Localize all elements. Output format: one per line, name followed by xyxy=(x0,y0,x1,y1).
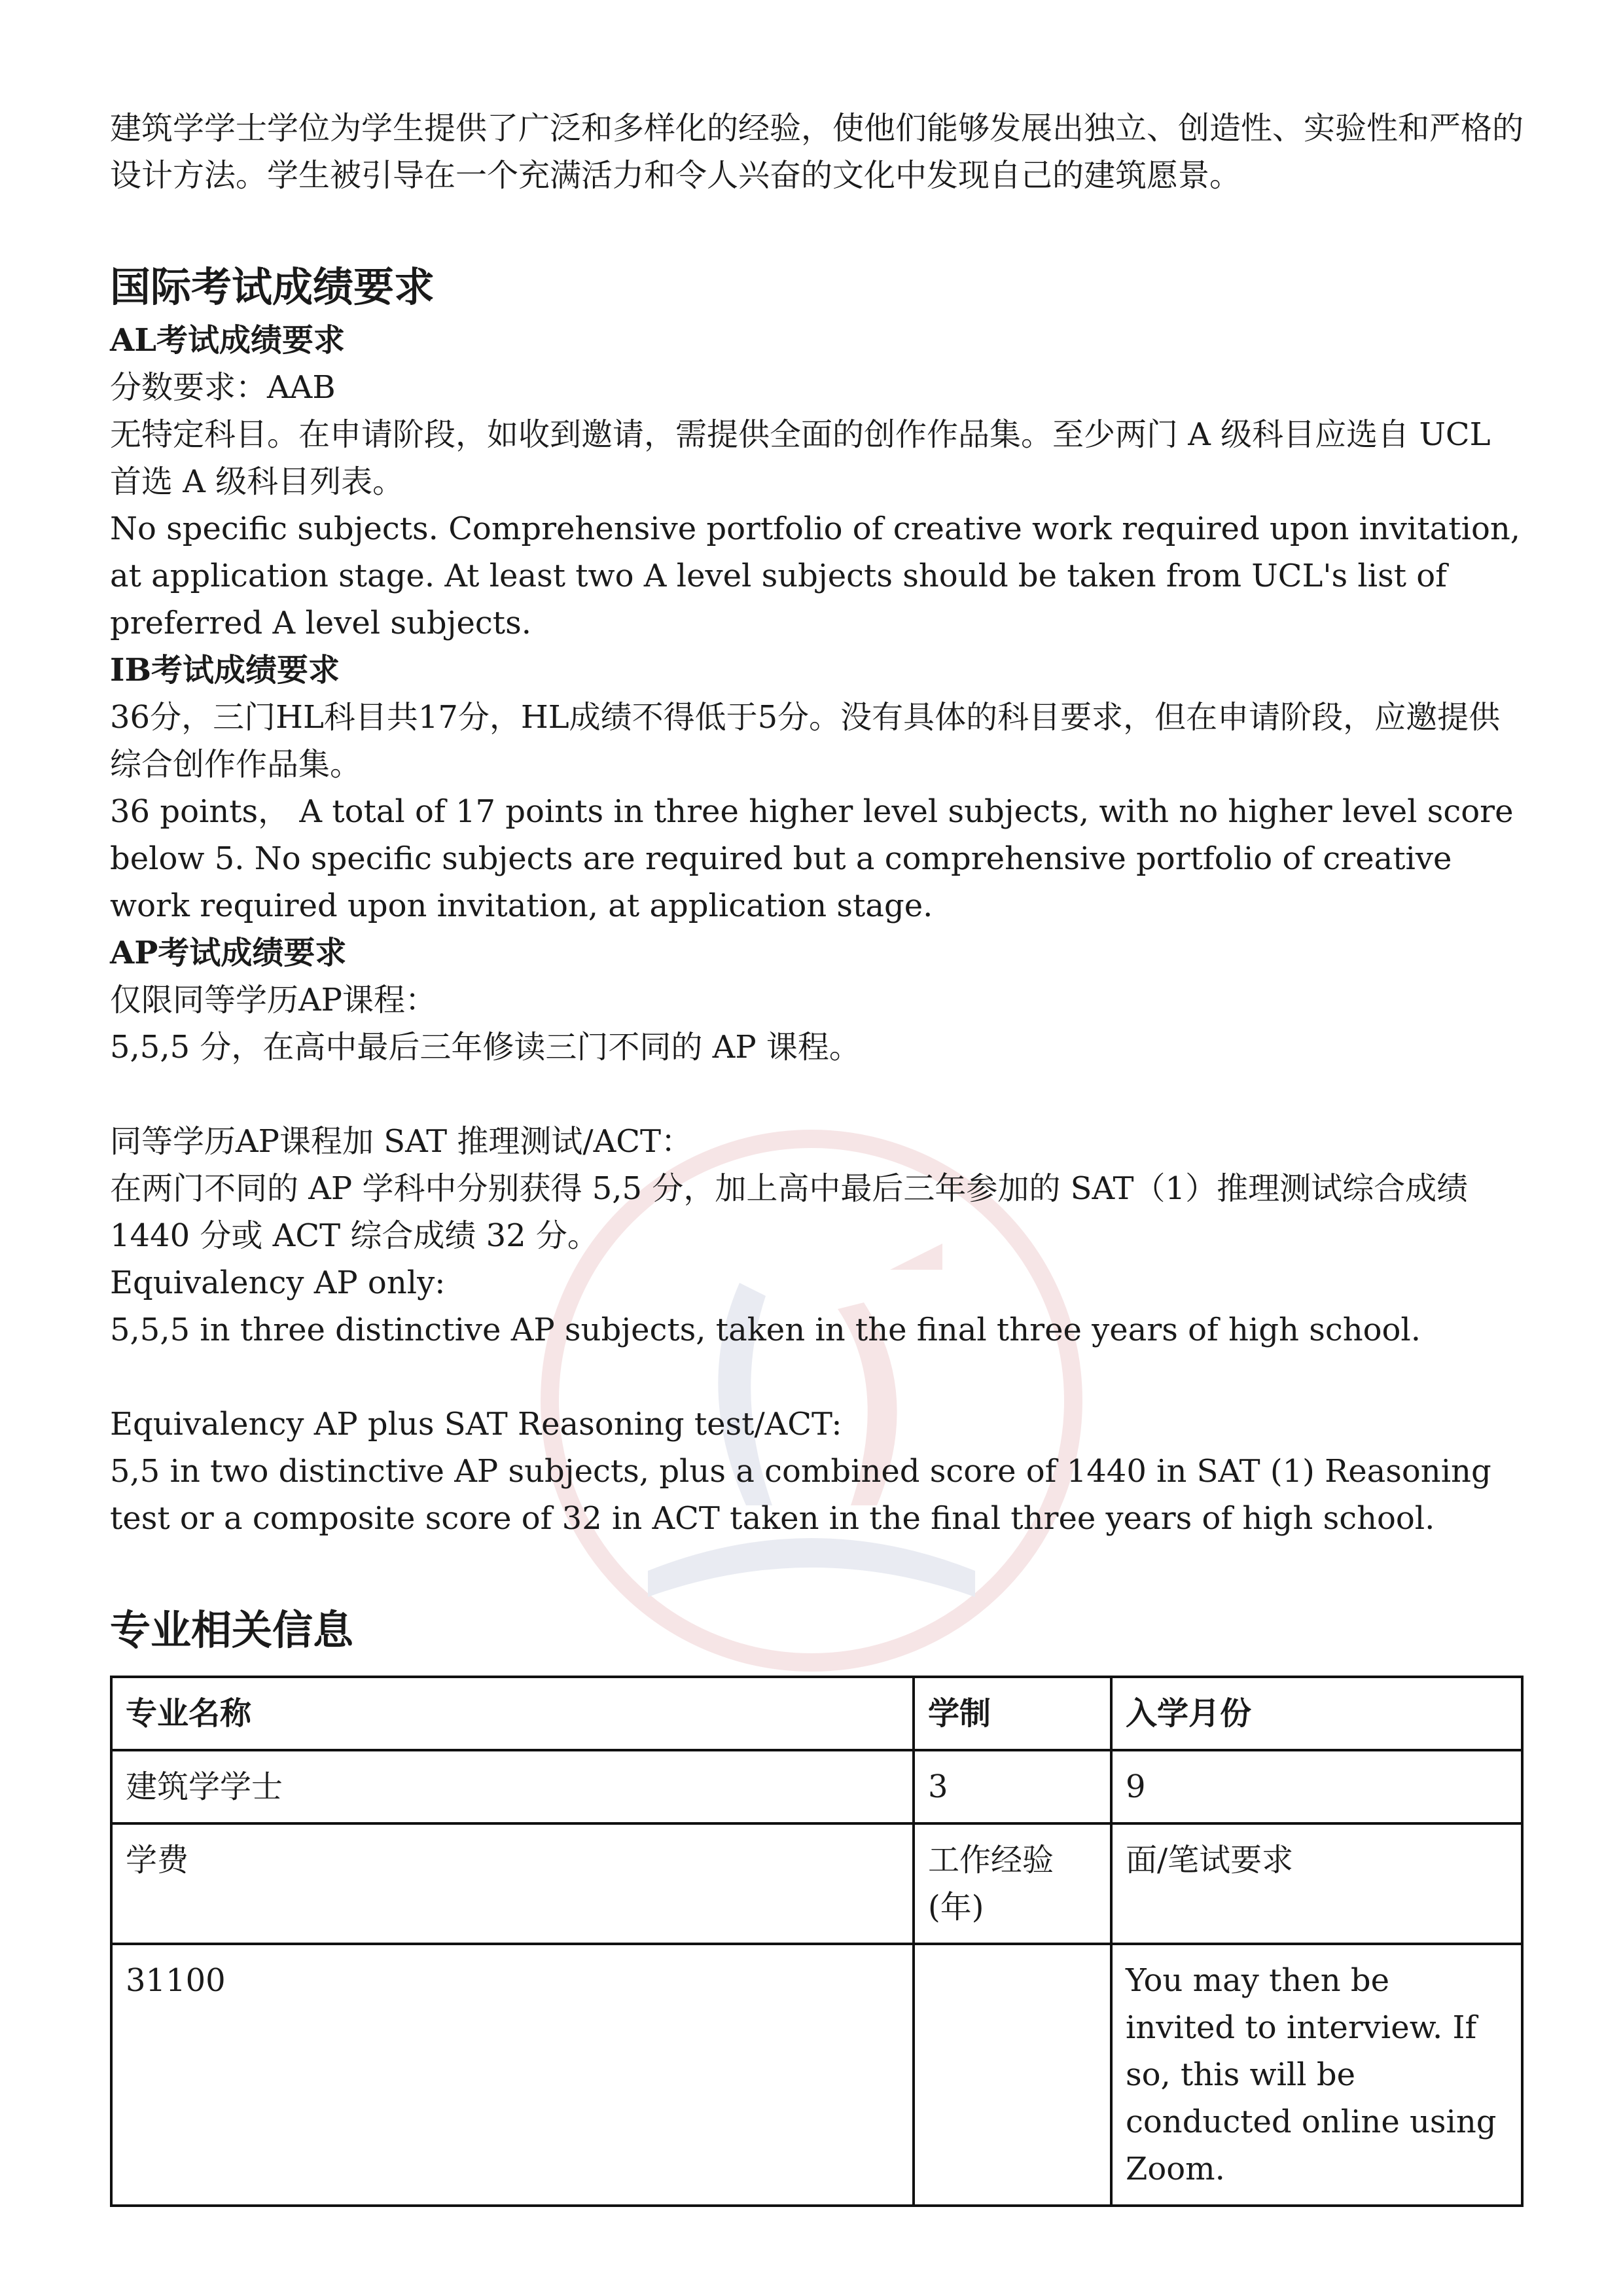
table-cell: 面/笔试要求 xyxy=(1111,1823,1522,1944)
document-body xyxy=(110,105,1524,2207)
ap-en1-body: 5,5,5 in three distinctive AP subjects, taken in the final three years of high school. xyxy=(110,1312,1421,1348)
program-info-table xyxy=(110,1676,1524,2207)
ap-en2-title: Equivalency AP plus SAT Reasoning test/ACT: xyxy=(110,1406,842,1443)
table-cell: You may then be invited to interview. If so, this will be conducted online using Zoom. xyxy=(1111,1944,1522,2206)
header-cell: 入学月份 xyxy=(1111,1677,1522,1750)
ap-cn2-body: 在两门不同的 AP 学科中分别获得 5,5 分，加上高中最后三年参加的 SAT（1）推理测试综合成绩 1440 分或 ACT 综合成绩 32 分。 xyxy=(110,1170,1469,1254)
al-en: No specific subjects. Comprehensive portfolio of creative work required upon invitation, at application stage. At least two A level subjects should be taken from UCL's list of preferred A level subjects. xyxy=(110,511,1521,641)
al-cn: 无特定科目。在申请阶段，如收到邀请，需提供全面的创作作品集。至少两门 A 级科目应选自 UCL 首选 A 级科目列表。 xyxy=(110,416,1491,500)
ap-cn2-title: 同等学历AP课程加 SAT 推理测试/ACT： xyxy=(110,1123,692,1160)
table-cell: 工作经验(年) xyxy=(914,1823,1111,1944)
ib-heading: IB考试成绩要求 xyxy=(110,652,340,689)
ap-en2-body: 5,5 in two distinctive AP subjects, plus a combined score of 1440 in SAT (1) Reasoning test or a composite score of 32 in ACT taken in the final three years of high school. xyxy=(110,1453,1491,1537)
table-header-row xyxy=(111,1677,1522,1750)
table-cell: 学费 xyxy=(111,1823,914,1944)
ib-cn: 36分，三门HL科目共17分，HL成绩不得低于5分。没有具体的科目要求，但在申请阶段，应邀提供综合创作作品集。 xyxy=(110,699,1501,783)
ap-heading: AP考试成绩要求 xyxy=(110,935,347,971)
header-cell: 专业名称 xyxy=(111,1677,914,1750)
table-row xyxy=(111,1750,1522,1823)
table-cell xyxy=(914,1944,1111,2206)
table-row xyxy=(111,1944,1522,2206)
al-heading: AL考试成绩要求 xyxy=(110,322,345,359)
exam-section-title: 国际考试成绩要求 xyxy=(110,263,435,311)
spacer xyxy=(110,1071,1524,1118)
table-cell: 3 xyxy=(914,1750,1111,1823)
intro-paragraph: 建筑学学士学位为学生提供了广泛和多样化的经验，使他们能够发展出独立、创造性、实验性和严格的设计方法。学生被引导在一个充满活力和令人兴奋的文化中发现自己的建筑愿景。 xyxy=(110,110,1524,194)
spacer xyxy=(110,1354,1524,1401)
table-cell: 31100 xyxy=(111,1944,914,2206)
header-cell: 学制 xyxy=(914,1677,1111,1750)
ib-en: 36 points， A total of 17 points in three higher level subjects, with no higher level score below 5. No specific subjects are required but a comprehensive portfolio of creative work required upon invitation, at application stage. xyxy=(110,793,1514,924)
al-score: 分数要求：AAB xyxy=(110,369,336,406)
ap-cn1-body: 5,5,5 分，在高中最后三年修读三门不同的 AP 课程。 xyxy=(110,1029,861,1066)
table-cell: 9 xyxy=(1111,1750,1522,1823)
table-cell: 建筑学学士 xyxy=(111,1750,914,1823)
ap-en1-title: Equivalency AP only: xyxy=(110,1265,446,1301)
table-row xyxy=(111,1823,1522,1944)
ap-cn1-title: 仅限同等学历AP课程： xyxy=(110,982,437,1018)
program-section-title: 专业相关信息 xyxy=(110,1606,354,1654)
